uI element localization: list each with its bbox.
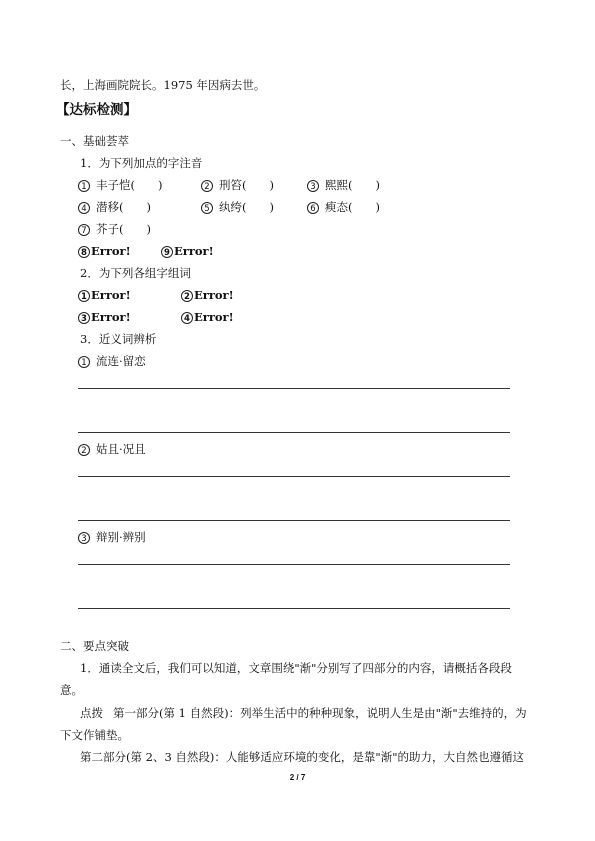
circled-number: 8 <box>78 246 90 258</box>
q3-item-3 <box>78 529 146 545</box>
pinyin-item: 瘐态( ) <box>325 200 380 214</box>
circled-number: 7 <box>78 224 90 236</box>
pinyin-item: 纨绔( ) <box>219 200 274 214</box>
circled-number: 1 <box>78 180 90 192</box>
hint-label: 点拨 <box>80 706 103 720</box>
pinyin-item: 刑笞( ) <box>219 178 274 192</box>
hint-line2: 下文作铺垫。 <box>60 728 129 742</box>
q3-item-1 <box>78 353 146 369</box>
page-number: 2 / 7 <box>289 773 306 782</box>
circled-number: 1 <box>78 290 90 302</box>
part2-q1-line1: 1．通读全文后，我们可以知道，文章围绕"渐"分别写了四部分的内容，请概括各段段 <box>80 661 512 675</box>
answer-line[interactable] <box>78 388 510 389</box>
part-description: 第二部分(第 2、3 自然段)：人能够适应环境的变化，是靠"渐"的助力，大自然也遵循这 <box>80 750 524 764</box>
pinyin-item: 丰子恺( ) <box>96 178 163 192</box>
hint-text: 第一部分(第 1 自然段)：列举生活中的种种现象，说明人生是由"渐"去维持的，为 <box>113 706 527 720</box>
pinyin-item: 熙熙( ) <box>325 178 380 192</box>
circled-number: 3 <box>78 532 90 544</box>
error-text: Error! <box>174 244 214 258</box>
q3-title: 3．近义词辨析 <box>80 332 157 346</box>
circled-number: 4 <box>181 312 193 324</box>
word-pair: 流连·留恋 <box>96 354 146 368</box>
error-text: Error! <box>91 310 131 324</box>
q1-item-2 <box>201 177 274 193</box>
q2-item-1 <box>78 287 131 303</box>
answer-line[interactable] <box>78 432 510 433</box>
circled-number: 5 <box>201 202 213 214</box>
answer-line[interactable] <box>78 608 510 609</box>
answer-line[interactable] <box>78 520 510 521</box>
pinyin-item: 芥子( ) <box>96 222 151 236</box>
circled-number: 2 <box>78 444 90 456</box>
circled-number: 4 <box>78 202 90 214</box>
hint-line1 <box>80 705 527 721</box>
part1-title: 一、基础荟萃 <box>60 134 129 148</box>
q1-item-9 <box>161 243 214 259</box>
circled-number: 2 <box>181 290 193 302</box>
circled-number: 9 <box>161 246 173 258</box>
continuation-text: 长，上海画院院长。1975 年因病去世。 <box>60 78 266 92</box>
q1-title: 1．为下列加点的字注音 <box>80 156 203 170</box>
circled-number: 6 <box>307 202 319 214</box>
error-text: Error! <box>91 244 131 258</box>
q2-item-3 <box>78 309 131 325</box>
q1-item-4 <box>78 199 151 215</box>
q1-item-3 <box>307 177 380 193</box>
pinyin-item: 潜移( ) <box>96 200 151 214</box>
q1-item-1 <box>78 177 162 193</box>
word-pair: 姑且·况且 <box>96 442 146 456</box>
circled-number: 2 <box>201 180 213 192</box>
word-pair: 辩别·辨别 <box>96 530 146 544</box>
q1-item-7 <box>78 221 151 237</box>
answer-line[interactable] <box>78 476 510 477</box>
error-text: Error! <box>194 288 234 302</box>
q1-item-6 <box>307 199 380 215</box>
part2-q1-line2: 意。 <box>60 683 83 697</box>
q3-item-2 <box>78 441 146 457</box>
circled-number: 3 <box>307 180 319 192</box>
q2-title: 2．为下列各组字组词 <box>80 266 191 280</box>
q2-item-2 <box>181 287 234 303</box>
q1-item-8 <box>78 243 131 259</box>
circled-number: 3 <box>78 312 90 324</box>
answer-line[interactable] <box>78 564 510 565</box>
part2-title: 二、要点突破 <box>60 639 129 653</box>
section-heading: 【达标检测】 <box>56 102 137 118</box>
q1-item-5 <box>201 199 274 215</box>
error-text: Error! <box>194 310 234 324</box>
q2-item-4 <box>181 309 234 325</box>
error-text: Error! <box>91 288 131 302</box>
circled-number: 1 <box>78 356 90 368</box>
